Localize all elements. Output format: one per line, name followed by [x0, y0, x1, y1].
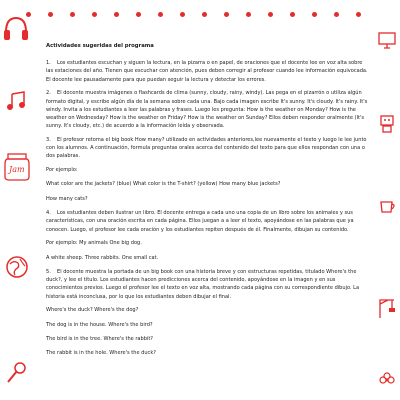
example-line: The bird is in the tree. Where's the rabbit? [46, 336, 153, 343]
left-margin-decor [0, 0, 34, 400]
example-line: What color are the jackets? (blue) What color is the T-shirt? (yellow) How many blue jackets? [46, 181, 281, 188]
activity-text: Los estudiantes deben ilustrar un libro. El docente entrega a cada uno una copia de un libro sobre los animales y sus características, con una oración escrita en cada página. Ellos juegan a a leer el texto, apoyándose en las palabras que ya conocen. Luego, el profesor lee cada oración y los estudiantes repiten después de él. Finalmente, dibujan su contenido. [46, 210, 354, 233]
monitor-icon [377, 30, 397, 50]
activity-text: El docente muestra imágenes o flashcards de clima (sunny, cloudy, rainy, windy). Las pega en el pizarrón o utiliza algún formato digital, y escribe algún día de la semana sobre cada una. Bajo cada imagen escribe It's sunny. It's cloudy. It's rainy. It's windy. Invita a los estudiantes a leer las palabras y frases. Luego les pregunta: How is the weather on Monday? How is the weather on Wednesday? How is the weather on Friday? How is the weather on Sunday? Ellos deben responder oralmente (It's sunny. It's cloudy, etc.) de acuerdo a la información leída y observada. [46, 90, 368, 130]
crane-icon [376, 296, 398, 320]
activity-3 [46, 136, 368, 161]
activity-number: 2. [46, 90, 51, 97]
document-title: Actividades sugeridas del programa [46, 43, 154, 49]
robot-icon [377, 112, 397, 134]
activity-number: 4. [46, 210, 51, 217]
example-line: How many cats? [46, 195, 88, 202]
activity-4 [46, 209, 368, 234]
document-body [46, 42, 368, 364]
activity-1 [46, 59, 368, 84]
activity-text: El profesor retoma el big book How many? utilizado en actividades anteriores,lee nuevamente el texto y luego le lee junto con los alumnos. A continuación, formula preguntas orales acerca del contenido del texto para que ellos respondan con una o dos palabras. [46, 136, 367, 160]
activity-text: El docente muestra la portada de un big book con una historia breve y con estructuras repetidas, titulado Where's the duck?, y lee el título. Los estudiantes hacen predicciones acerca del contenido, apoyándose en la imagen y en sus conocimientos previos. Luego el profesor lee el texto en voz alta, mostrando cada página con su correspondiente dibujo. La historia está inconclusa, por lo que los estudiantes deben dibujar el final. [46, 269, 360, 300]
activity-number: 3. [46, 136, 51, 143]
globe-icon [4, 254, 30, 280]
music-notes-icon [6, 90, 28, 112]
example-line: Por ejemplo: My animals One big dog. [46, 240, 142, 247]
example-line: The rabbit is in the hole. Where's the duck? [46, 350, 156, 357]
right-margin-decor [374, 0, 400, 400]
microphone-icon [4, 360, 30, 386]
activity-5 [46, 268, 368, 301]
headphones-icon [2, 14, 30, 44]
activity-number: 5. [46, 269, 51, 275]
activity-text: Los estudiantes escuchan y siguen la lectura, en la pizarra o en papel, de oraciones que el docente lee en voz alta sobre las estaciones del año. Tienen que escuchar con atención, pues deben corregir al profesor cuando lee información equivocada. El docente lee pausadamente para que puedan seguir la lectura y detectar los errores. [46, 60, 368, 83]
example-line: Por ejemplo: [46, 166, 78, 173]
jam-jar-icon [2, 150, 32, 182]
top-dotted-border [26, 8, 374, 22]
activity-2 [46, 89, 368, 130]
flower-icon [377, 370, 397, 390]
coffee-cup-icon [378, 196, 398, 216]
example-line: Where's the duck? Where's the dog? [46, 307, 139, 314]
example-line: The dog is in the house. Where's the bird? [46, 321, 153, 328]
example-line: A white sheep. Three rabbits. One small cat. [46, 254, 159, 261]
svg-text:Jam: Jam [9, 165, 25, 174]
activity-number: 1. [46, 60, 51, 67]
